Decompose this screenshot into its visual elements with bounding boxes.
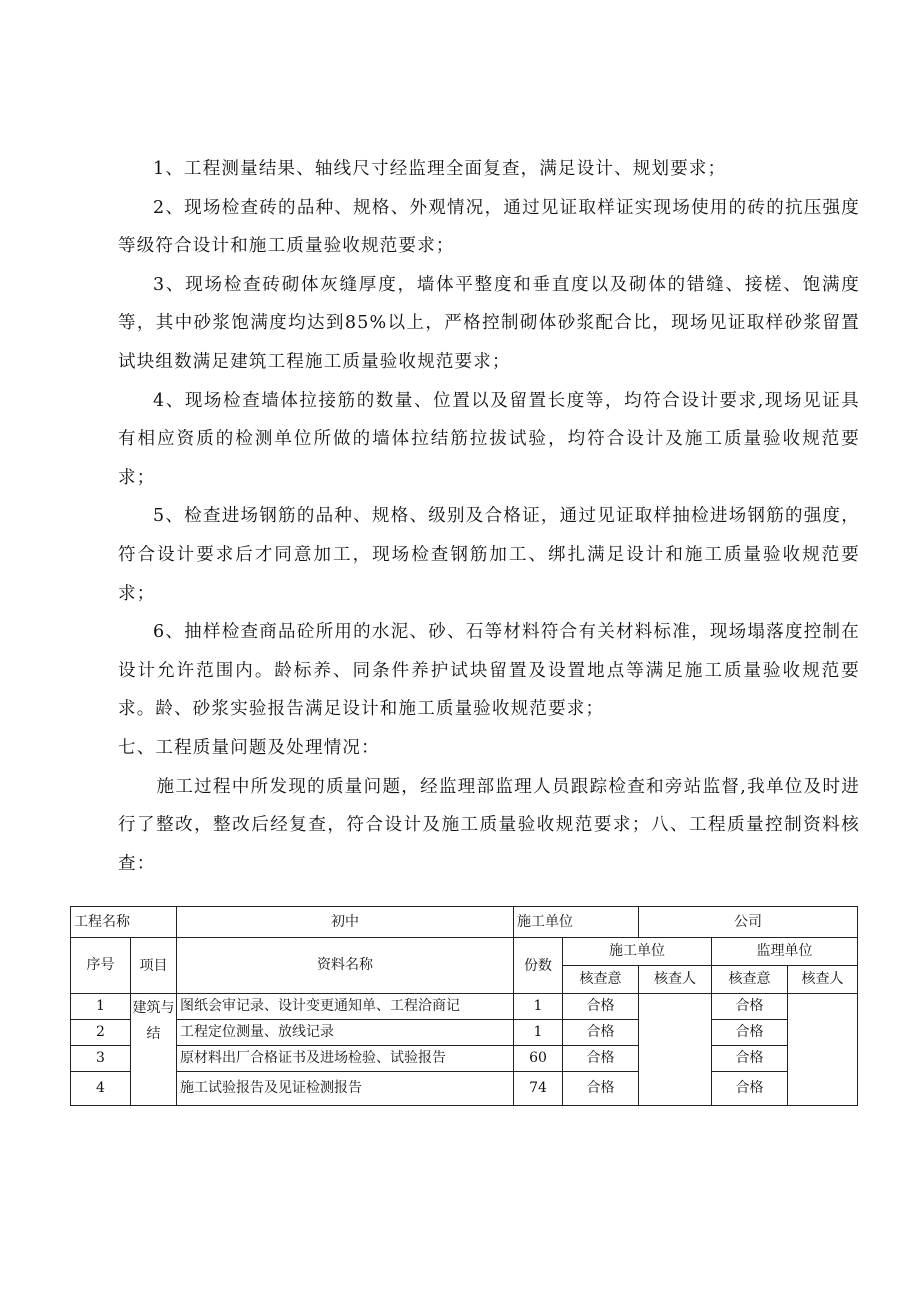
row-contractor-opinion: 合格 [563,1020,639,1046]
contractor-checker-cell [639,994,712,1106]
row-no: 3 [71,1046,131,1072]
contractor-label: 施工单位 [514,907,639,938]
contractor-value: 公司 [639,907,858,938]
row-contractor-opinion: 合格 [563,1072,639,1106]
paragraph-5: 5、检查进场钢筋的品种、规格、级别及合格证，通过见证取样抽检进场钢筋的强度，符合设计要求后才同意加工，现场检查钢筋加工、绑扎满足设计和施工质量验收规范要求； [118,506,860,604]
project-name-label: 工程名称 [71,907,177,938]
item-category-cell: 建筑与结 [131,994,177,1106]
table-row [71,994,858,1020]
row-no: 4 [71,1072,131,1106]
quality-control-table [70,906,858,1106]
document-body [118,150,860,883]
col-item-header: 项目 [131,938,177,994]
contractor-check-opinion-header: 核查意 [563,966,639,994]
paragraph-4: 4、现场检查墙体拉接筋的数量、位置以及留置长度等，均符合设计要求,现场见证具有相应资质的检测单位所做的墙体拉结筋拉拔试验，均符合设计及施工质量验收规范要求； [118,390,860,488]
row-doc-name: 工程定位测量、放线记录 [177,1020,514,1046]
col-doc-name-header: 资料名称 [177,938,514,994]
supervisor-check-opinion-header: 核查意 [712,966,788,994]
col-contractor-header: 施工单位 [563,938,712,966]
supervisor-checker-header: 核查人 [788,966,858,994]
row-copies: 1 [514,994,563,1020]
paragraph-6: 6、抽样检查商品砼所用的水泥、砂、石等材料符合有关材料标准，现场塌落度控制在设计允许范围内。龄标养、同条件养护试块留置及设置地点等满足施工质量验收规范要求。龄、砂浆实验报告满足设计和施工质量验收规范要求； [118,622,860,720]
col-supervisor-header: 监理单位 [712,938,858,966]
row-supervisor-opinion: 合格 [712,1072,788,1106]
supervisor-checker-cell [788,994,858,1106]
col-copies-header: 份数 [514,938,563,994]
table-header-row-1 [71,938,858,966]
row-copies: 74 [514,1072,563,1106]
row-contractor-opinion: 合格 [563,994,639,1020]
quality-control-table-wrapper [70,906,857,1106]
table-row-project [71,907,858,938]
section-7-heading: 七、工程质量问题及处理情况： [118,737,380,758]
table-row [71,1046,858,1072]
project-name-value: 初中 [177,907,514,938]
contractor-checker-header: 核查人 [639,966,712,994]
paragraph-2: 2、现场检查砖的品种、规格、外观情况，通过见证取样证实现场使用的砖的抗压强度等级符合设计和施工质量验收规范要求； [118,197,860,257]
row-supervisor-opinion: 合格 [712,1046,788,1072]
row-contractor-opinion: 合格 [563,1046,639,1072]
table-row [71,1020,858,1046]
paragraph-3: 3、现场检查砖砌体灰缝厚度，墙体平整度和垂直度以及砌体的错缝、接槎、饱满度等，其中砂浆饱满度均达到85%以上，严格控制砌体砂浆配合比，现场见证取样砂浆留置试块组数满足建筑工程施工质量验收规范要求； [118,274,860,372]
row-copies: 60 [514,1046,563,1072]
row-supervisor-opinion: 合格 [712,994,788,1020]
paragraph-1: 1、工程测量结果、轴线尺寸经监理全面复查，满足设计、规划要求； [153,159,727,179]
table-row [71,1072,858,1106]
row-no: 1 [71,994,131,1020]
row-copies: 1 [514,1020,563,1046]
row-doc-name: 图纸会审记录、设计变更通知单、工程洽商记 [177,994,514,1020]
row-supervisor-opinion: 合格 [712,1020,788,1046]
col-no-header: 序号 [71,938,131,994]
row-no: 2 [71,1020,131,1046]
section-7-text: 施工过程中所发现的质量问题，经监理部监理人员跟踪检查和旁站监督,我单位及时进行了整改，整改后经复查，符合设计及施工质量验收规范要求；八、工程质量控制资料核查： [118,776,860,874]
row-doc-name: 施工试验报告及见证检测报告 [177,1072,514,1106]
row-doc-name: 原材料出厂合格证书及进场检验、试验报告 [177,1046,514,1072]
